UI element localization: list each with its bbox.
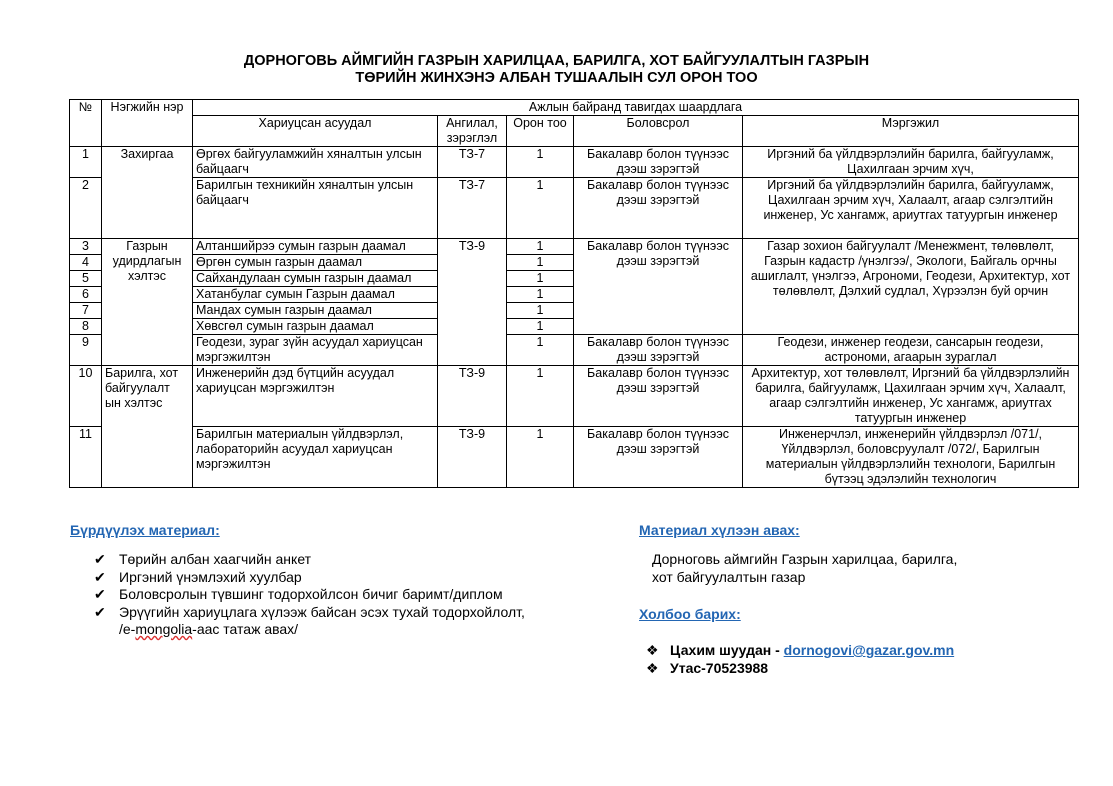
table-row: 3 Газрын удирдлагын хэлтэс Алтаншийрээ сумын газрын даамал ТЗ-9 1 Бакалавр болон түүнээс дээш зэрэгтэй Газар зохион байгуулалт /Менежмент, төлөвлөлт, Газрын кадастр /үнэлгээ/, Экологи, Байгаль орчны ашиглалт, үнэлгээ, Агрономи, Геодези, Архитектур, хот төлөвлөлт, Дэлхий судлал, Хүрээлэн буй орчин <box>70 239 1079 255</box>
list-item: ✔ Эрүүгийн хариуцлага хүлээж байсан эсэх тухай тодорхойлолт, /e-mongolia-аас татаж авах/ <box>94 603 525 637</box>
vacancy-table <box>69 99 1079 488</box>
list-item: ✔ Иргэний үнэмлэхий хуулбар <box>94 568 302 585</box>
header-position: Хариуцсан асуудал <box>193 116 438 147</box>
land-profession: Газар зохион байгуулалт /Менежмент, төлөвлөлт, Газрын кадастр /үнэлгээ/, Экологи, Байгаль орчны ашиглалт, үнэлгээ, Агрономи, Геодези, Архитектур, хот төлөвлөлт, Дэлхий судлал, Хүрээлэн буй орчин <box>743 239 1079 335</box>
contact-email: ❖ Цахим шуудан - dornogovi@gazar.gov.mn <box>646 642 955 658</box>
unit-land: Газрын удирдлагын хэлтэс <box>102 239 193 366</box>
materials-list <box>94 551 574 639</box>
materials-title: Бүрдүүлэх материал: <box>70 522 220 538</box>
document-title-line-1: ДОРНОГОВЬ АЙМГИЙН ГАЗРЫН ХАРИЛЦАА, БАРИЛГА, ХОТ БАЙГУУЛАЛТЫН ГАЗРЫН <box>243 53 870 69</box>
table-header-row <box>70 100 1079 116</box>
unit-construction: Барилга, хот байгуулалт ын хэлтэс <box>102 366 193 488</box>
table-row: 6 Хатанбулаг сумын Газрын даамал 1 <box>70 287 1079 303</box>
checkmark-icon: ✔ <box>94 586 106 602</box>
list-item: ✔ Боловсролын түвшинг тодорхойлсон бичиг баримт/диплом <box>94 586 503 602</box>
table-row: 1 Захиргаа Өргөх байгууламжийн хяналтын улсын байцаагч ТЗ-7 1 Бакалавр болон түүнээс дээш зэрэгтэй Иргэний ба үйлдвэрлэлийн барилга, байгууламж, Цахилгаан эрчим хүч, <box>70 147 1079 178</box>
table-row: 10 Барилга, хот байгуулалт ын хэлтэс Инженерийн дэд бүтцийн асуудал хариуцсан мэргэжилтэн ТЗ-9 1 Бакалавр болон түүнээс дээш зэрэгтэй Архитектур, хот төлөвлөлт, Иргэний ба үйлдвэрлэлийн барилга, байгууламж, Цахилгаан эрчим хүч, Халаалт, агаар сэлгэлтийн инженер, Ус хангамж, ариутгах татуургын инженер <box>70 366 1079 427</box>
download-note: /e-mongolia-аас татаж авах/ <box>119 621 299 637</box>
receive-title: Материал хүлээн авах: <box>639 522 800 538</box>
diamond-bullet-icon: ❖ <box>646 659 659 676</box>
table-row: 9 Геодези, зураг зүйн асуудал хариуцсан мэргэжилтэн 1 Бакалавр болон түүнээс дээш зэрэгтэй Геодези, инженер геодези, сансарын геодези, астрономи, агаарын зураглал <box>70 335 1079 366</box>
checkmark-icon: ✔ <box>94 568 106 585</box>
header-requirements: Ажлын байранд тавигдах шаардлага <box>193 100 1079 116</box>
header-grade: Ангилал, зэрэглэл <box>438 116 507 147</box>
table-row: 7 Мандах сумын газрын даамал 1 <box>70 303 1079 319</box>
land-education: Бакалавр болон түүнээс дээш зэрэгтэй <box>574 239 743 335</box>
land-grade: ТЗ-9 <box>438 239 507 366</box>
receive-address: Дорноговь аймгийн Газрын харилцаа, барилга, хот байгуулалтын газар <box>652 551 958 585</box>
diamond-bullet-icon: ❖ <box>646 642 659 658</box>
table-row: 8 Хөвсгөл сумын газрын даамал 1 <box>70 319 1079 335</box>
table-row: 11 Барилгын материалын үйлдвэрлэл, лабораторийн асуудал хариуцсан мэргэжилтэн ТЗ-9 1 Бакалавр болон түүнээс дээш зэрэгтэй Инженерчлэл, инженерийн үйлдвэрлэл /071/, Үйлдвэрлэл, боловсруулалт /072/, Барилгын материалын үйлдвэрлэлийн технологи, Барилгын бүтээц эдэлэлийн технологич <box>70 427 1079 488</box>
table-row: 2 Барилгын техникийн хяналтын улсын байцаагч ТЗ-7 1 Бакалавр болон түүнээс дээш зэрэгтэй Иргэний ба үйлдвэрлэлийн барилга, байгууламж, Цахилгаан эрчим хүч, Халаалт, агаар сэлгэлтийн инженер, Ус хангамж, ариутгах татуургын инженер <box>70 178 1079 239</box>
table-row: 5 Сайхандулаан сумын газрын даамал 1 <box>70 271 1079 287</box>
email-link[interactable]: dornogovi@gazar.gov.mn <box>783 642 955 658</box>
header-profession: Мэргэжил <box>743 116 1079 147</box>
contact-title: Холбоо барих: <box>639 606 741 622</box>
checkmark-icon: ✔ <box>94 603 106 620</box>
contact-phone: ❖ Утас-70523988 <box>646 659 769 676</box>
table-subheader-row <box>70 116 1079 147</box>
header-no: № <box>70 100 102 147</box>
document-title-line-2: ТӨРИЙН ЖИНХЭНЭ АЛБАН ТУШААЛЫН СУЛ ОРОН ТОО <box>355 70 758 86</box>
list-item: ✔ Төрийн албан хаагчийн анкет <box>94 551 312 567</box>
unit-admin: Захиргаа <box>102 147 193 239</box>
header-unit: Нэгжийн нэр <box>102 100 193 147</box>
header-education: Боловсрол <box>574 116 743 147</box>
header-count: Орон тоо <box>507 116 574 147</box>
checkmark-icon: ✔ <box>94 551 106 567</box>
contact-list <box>646 642 954 677</box>
table-row: 4 Өргөн сумын газрын даамал 1 <box>70 255 1079 271</box>
